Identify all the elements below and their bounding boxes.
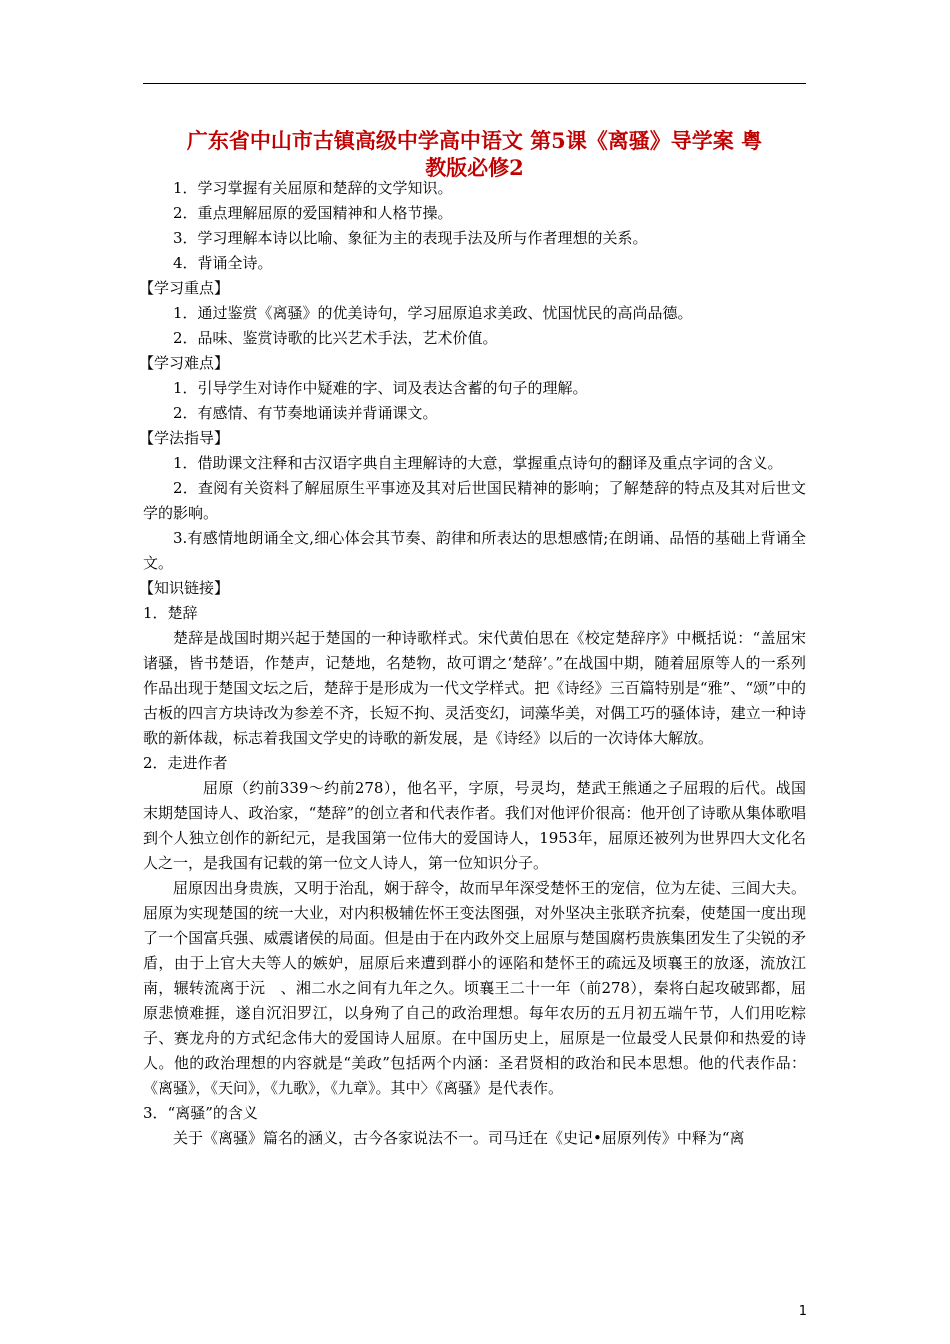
objective-item: 2．重点理解屈原的爱国精神和人格节操。 <box>173 204 453 222</box>
difficulty-item: 1．引导学生对诗作中疑难的字、词及表达含蓄的句子的理解。 <box>173 379 588 397</box>
chuci-paragraph: 楚辞是战国时期兴起于楚国的一种诗歌样式。宋代黄伯思在《校定楚辞序》中概括说：“盖屈宋诸骚，皆书楚语，作楚声，记楚地，名楚物，故可谓之‘楚辞’。”在战国中期，随着屈原等人的一系列作品出现于楚国文坛之后，楚辞于是形成为一代文学样式。把《诗经》三百篇特别是“雅”、“颂”中的古板的四言方块诗改为参差不齐，长短不拘、灵活变幻，词藻华美，对偶工巧的骚体诗，建立一种诗歌的新体裁，标志着我国文学史的诗歌的新发展，是《诗经》以后的一次诗体大解放。 <box>143 629 806 747</box>
title-line-1: 广东省中山市古镇高级中学高中语文 第5课《离骚》导学案 粤 <box>186 128 763 153</box>
focus-item: 2．品味、鉴赏诗歌的比兴艺术手法，艺术价值。 <box>173 329 498 347</box>
difficulty-heading: 【学习难点】 <box>139 354 230 372</box>
author-paragraph: 屈原（约前339～约前278），他名平，字原，号灵均，楚武王熊通之子屈瑕的后代。战国末期楚国诗人、政治家，“楚辞”的创立者和代表作者。我们对他评价很高：他开创了诗歌从集体歌唱到个人独立创作的新纪元，是我国第一位伟大的爱国诗人，1953年，屈原还被列为世界四大文化名人之一，是我国有记载的第一位文人诗人，第一位知识分子。 <box>143 779 806 872</box>
document-body <box>139 176 806 1151</box>
title-line-2: 教版必修2 <box>425 155 524 180</box>
method-heading: 【学法指导】 <box>139 429 230 447</box>
links-heading: 【知识链接】 <box>139 579 230 597</box>
section-heading-author: 2．走进作者 <box>143 754 228 772</box>
header-rule <box>143 83 806 84</box>
focus-heading: 【学习重点】 <box>139 279 230 297</box>
meaning-paragraph: 关于《离骚》篇名的涵义，古今各家说法不一。司马迁在《史记•屈原列传》中释为“离 <box>173 1129 745 1147</box>
author-paragraph: 屈原因出身贵族，又明于治乱，娴于辞令，故而早年深受楚怀王的宠信，位为左徒、三闾大夫。屈原为实现楚国的统一大业，对内积极辅佐怀王变法图强，对外坚决主张联齐抗秦，使楚国一度出现了一个国富兵强、威震诸侯的局面。但是由于在内政外交上屈原与楚国腐朽贵族集团发生了尖锐的矛盾，由于上官大夫等人的嫉妒，屈原后来遭到群小的诬陷和楚怀王的疏远及顷襄王的放逐，流放江南，辗转流离于沅 、湘二水之间有九年之久。顷襄王二十一年（前278），秦将白起攻破郢都，屈原悲愤难捱，遂自沉汨罗江，以身殉了自己的政治理想。每年农历的五月初五端午节，人们用吃粽子、赛龙舟的方式纪念伟大的爱国诗人屈原。在中国历史上，屈原是一位最受人民景仰和热爱的诗人。他的政治理想的内容就是“美政”包括两个内涵：圣君贤相的政治和民本思想。他的代表作品：《离骚》，《天问》，《九歌》，《九章》。其中〉《离骚》是代表作。 <box>143 879 806 1097</box>
objective-item: 1．学习掌握有关屈原和楚辞的文学知识。 <box>173 179 453 197</box>
difficulty-item: 2．有感情、有节奏地诵读并背诵课文。 <box>173 404 438 422</box>
page-number: 1 <box>798 1304 807 1319</box>
focus-item: 1．通过鉴赏《离骚》的优美诗句，学习屈原追求美政、忧国忧民的高尚品德。 <box>173 304 693 322</box>
method-item: 1．借助课文注释和古汉语字典自主理解诗的大意，掌握重点诗句的翻译及重点字词的含义。 <box>173 454 783 472</box>
method-item: 3.有感情地朗诵全文,细心体会其节奏、韵律和所表达的思想感情;在朗诵、品悟的基础上背诵全文。 <box>143 529 806 572</box>
objective-item: 3．学习理解本诗以比喻、象征为主的表现手法及所与作者理想的关系。 <box>173 229 648 247</box>
method-item: 2．查阅有关资料了解屈原生平事迹及其对后世国民精神的影响；了解楚辞的特点及其对后世文学的影响。 <box>143 479 806 522</box>
section-heading-chuci: 1．楚辞 <box>143 604 198 622</box>
objective-item: 4．背诵全诗。 <box>173 254 273 272</box>
document-title <box>143 127 806 181</box>
section-heading-meaning: 3．“离骚”的含义 <box>143 1104 258 1122</box>
